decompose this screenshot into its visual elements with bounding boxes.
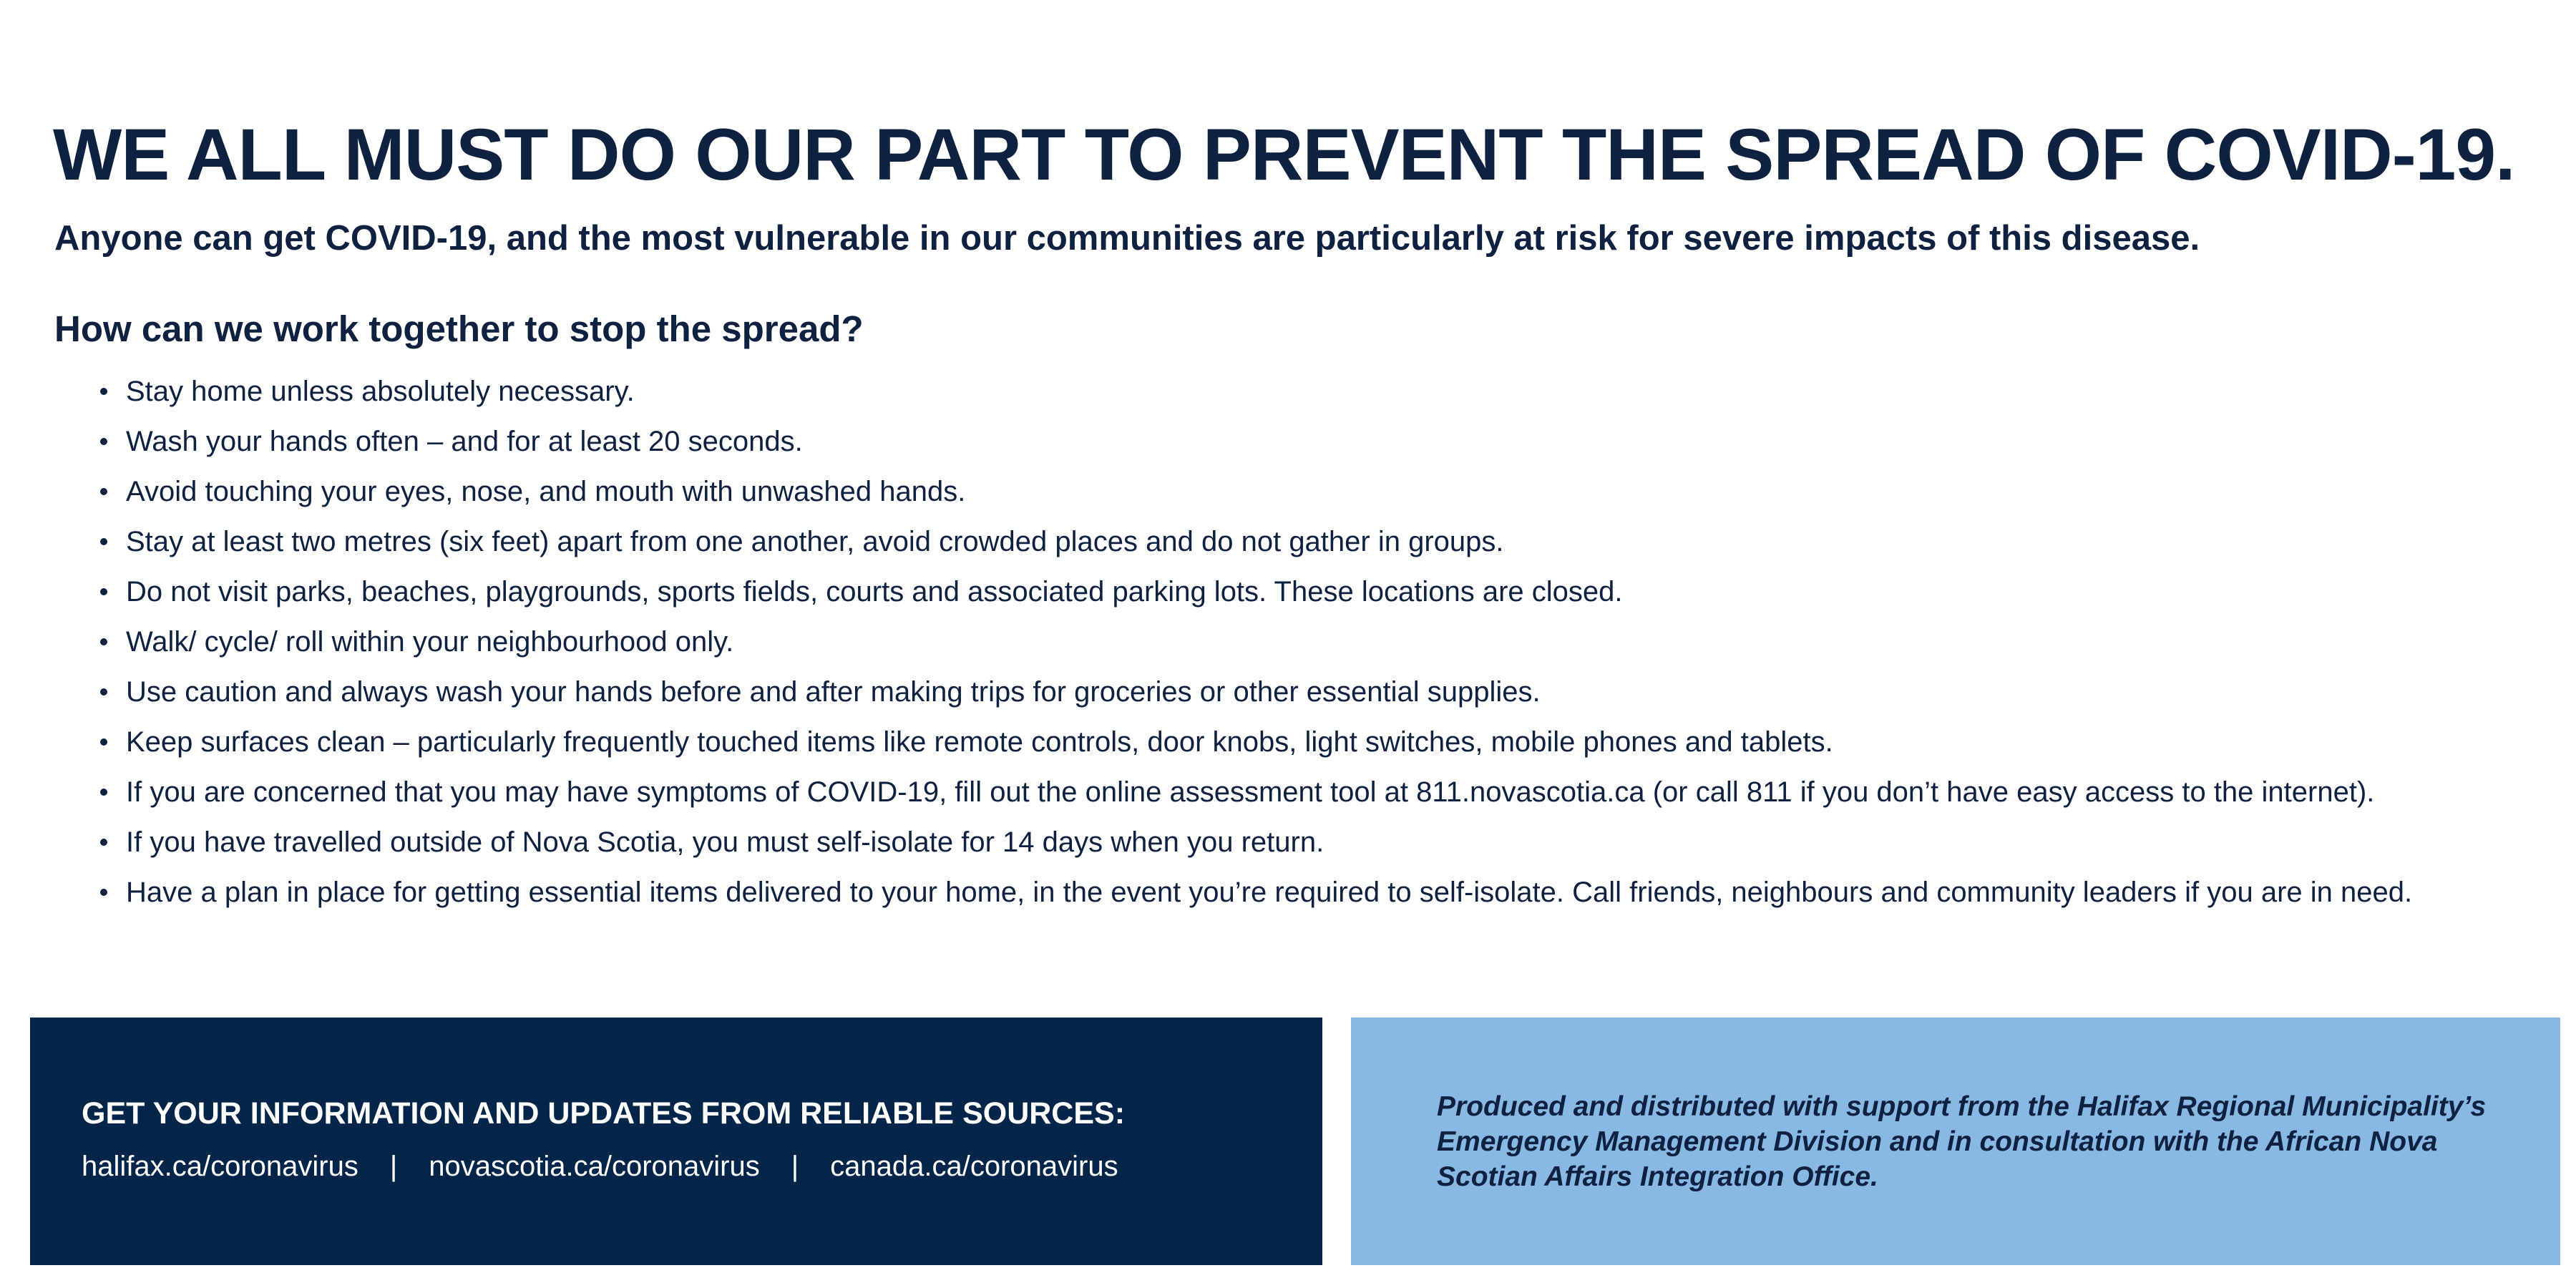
bullet-icon xyxy=(100,889,107,896)
link-separator: | xyxy=(791,1151,799,1182)
bullet-icon xyxy=(100,789,107,796)
link-canada[interactable]: canada.ca/coronavirus xyxy=(830,1151,1118,1182)
list-item-text: If you have travelled outside of Nova Scotia, you must self-isolate for 14 days when you return. xyxy=(126,826,1324,858)
list-item xyxy=(97,617,2412,667)
credit-text: Produced and distributed with support from the Halifax Regional Municipality’s Emergency Management Division and in consultation with the African Nova Scotian Affairs Integration Office. xyxy=(1437,1091,2487,1192)
list-item xyxy=(97,567,2412,617)
list-item-text: Have a plan in place for getting essential items delivered to your home, in the event you’re required to self-isolate. Call friends, neighbours and community leaders if you are in need. xyxy=(126,877,2413,908)
list-item xyxy=(97,366,2412,416)
list-item-text: Do not visit parks, beaches, playgrounds, sports fields, courts and associated parking lots. These locations are closed. xyxy=(126,576,1623,608)
source-links xyxy=(82,1151,1118,1183)
reliable-sources-panel xyxy=(30,1018,1322,1265)
list-item xyxy=(97,767,2412,817)
bullet-icon xyxy=(100,588,107,595)
reliable-sources-title: GET YOUR INFORMATION AND UPDATES FROM RELIABLE SOURCES: xyxy=(82,1096,1126,1131)
list-item-text: Stay home unless absolutely necessary. xyxy=(126,376,635,407)
list-item xyxy=(97,467,2412,517)
list-item xyxy=(97,416,2412,467)
link-halifax[interactable]: halifax.ca/coronavirus xyxy=(82,1151,358,1182)
list-item-text: Keep surfaces clean – particularly frequently touched items like remote controls, door knobs, light switches, mobile phones and tablets. xyxy=(126,726,1833,758)
headline: WE ALL MUST DO OUR PART TO PREVENT THE SPREAD OF COVID-19. xyxy=(53,114,2515,195)
subheadline: Anyone can get COVID-19, and the most vulnerable in our communities are particularly at risk for severe impacts of this disease. xyxy=(54,219,2200,258)
bullet-icon xyxy=(100,638,107,645)
section-question: How can we work together to stop the spread? xyxy=(54,308,864,349)
list-item-text: Walk/ cycle/ roll within your neighbourhood only. xyxy=(126,626,734,658)
bullet-icon xyxy=(100,438,107,445)
bullet-icon xyxy=(100,738,107,746)
prevention-list xyxy=(97,366,2412,917)
bullet-icon xyxy=(100,388,107,395)
list-item-text: Wash your hands often – and for at least 20 seconds. xyxy=(126,426,803,457)
link-novascotia[interactable]: novascotia.ca/coronavirus xyxy=(429,1151,760,1182)
bullet-icon xyxy=(100,488,107,495)
list-item-text: Avoid touching your eyes, nose, and mouth with unwashed hands. xyxy=(126,476,966,507)
credit-panel xyxy=(1351,1018,2560,1265)
list-item xyxy=(97,867,2412,917)
list-item-text: Stay at least two metres (six feet) apart from one another, avoid crowded places and do not gather in groups. xyxy=(126,526,1504,557)
list-item xyxy=(97,717,2412,767)
bullet-icon xyxy=(100,688,107,696)
list-item xyxy=(97,817,2412,867)
bullet-icon xyxy=(100,538,107,545)
link-separator: | xyxy=(389,1151,398,1182)
list-item xyxy=(97,667,2412,717)
bullet-icon xyxy=(100,839,107,846)
list-item-text: Use caution and always wash your hands before and after making trips for groceries or other essential supplies. xyxy=(126,676,1541,708)
list-item-text: If you are concerned that you may have symptoms of COVID-19, fill out the online assessment tool at 811.novascotia.ca (or call 811 if you don’t have easy access to the internet). xyxy=(126,776,2375,808)
list-item xyxy=(97,517,2412,567)
